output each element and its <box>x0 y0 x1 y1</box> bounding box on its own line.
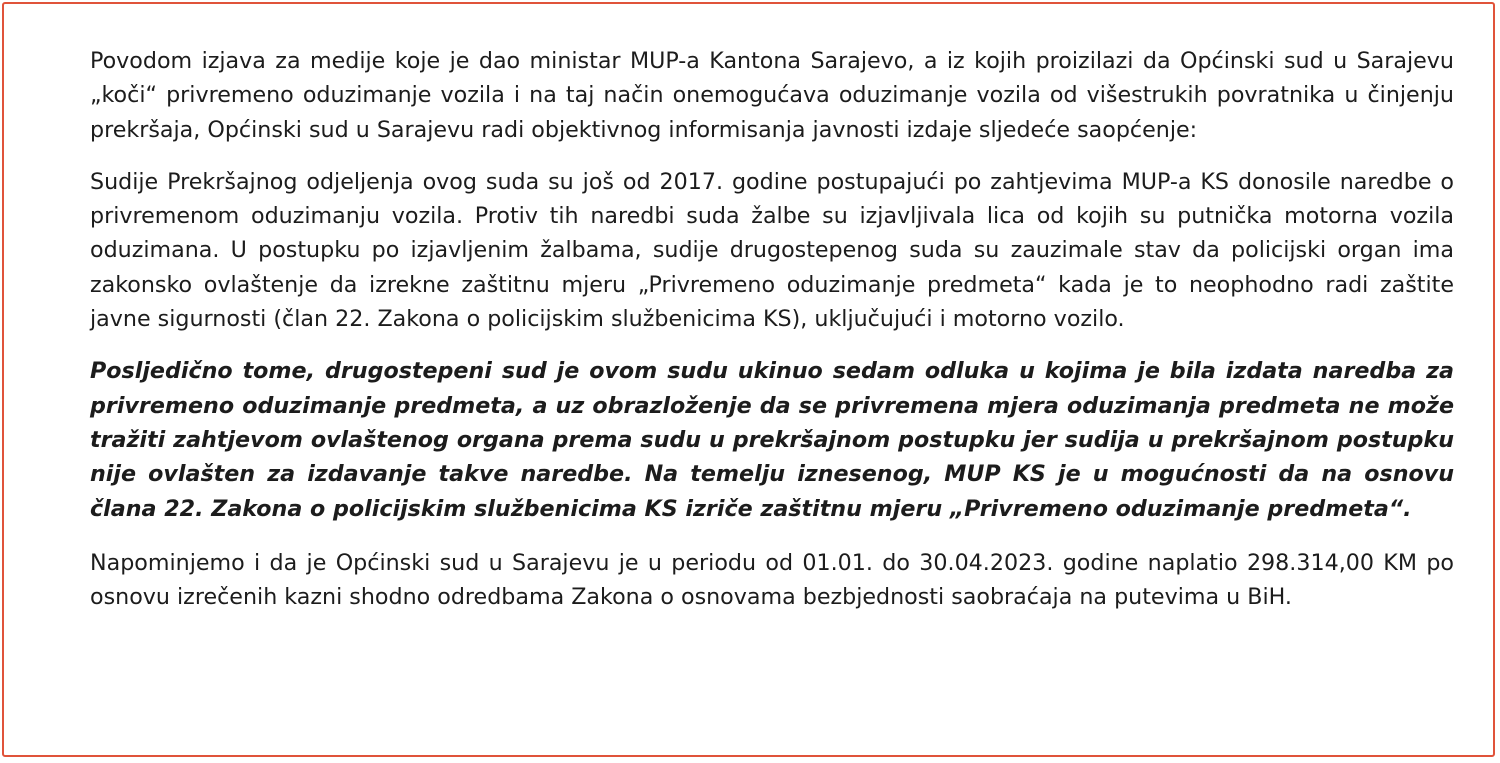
document-frame <box>2 2 1495 757</box>
emphasized-paragraph: Posljedično tome, drugostepeni sud je ovom sudu ukinuo sedam odluka u kojima je bila izdata naredba za privremeno oduzimanje predmeta, a uz obrazloženje da se privremena mjera oduzimanja predmeta ne može tražiti zahtjevom ovlaštenog organa prema sudu u prekršajnom postupku jer sudija u prekršajnom postupku nije ovlašten za izdavanje takve naredbe. Na temelju iznesenog, MUP KS je u mogućnosti da na osnovu člana 22. Zakona o policijskim službenicima KS izriče zaštitnu mjeru „Privremeno oduzimanje predmeta“. <box>90 358 1454 522</box>
document-body <box>90 44 1454 632</box>
closing-paragraph: Napominjemo i da je Općinski sud u Sarajevu je u periodu od 01.01. do 30.04.2023. godine naplatio 298.314,00 KM po osnovu izrečenih kazni shodno odredbama Zakona o osnovama bezbjednosti saobraćaja na putevima u BiH. <box>90 549 1454 611</box>
background-paragraph: Sudije Prekršajnog odjeljenja ovog suda su još od 2017. godine postupajući po zahtjevima MUP-a KS donosile naredbe o privremenom oduzimanju vozila. Protiv tih naredbi suda žalbe su izjavljivala lica od kojih su putnička motorna vozila oduzimana. U postupku po izjavljenim žalbama, sudije drugostepenog suda su zauzimale stav da policijski organ ima zakonsko ovlaštenje da izrekne zaštitnu mjeru „Privremeno oduzimanje predmeta“ kada je to neophodno radi zaštite javne sigurnosti (član 22. Zakona o policijskim službenicima KS), uključujući i motorno vozilo. <box>90 168 1454 333</box>
intro-paragraph: Povodom izjava za medije koje je dao ministar MUP-a Kantona Sarajevo, a iz kojih proizilazi da Općinski sud u Sarajevu „koči“ privremeno oduzimanje vozila i na taj način onemogućava oduzimanje vozila od višestrukih povratnika u činjenju prekršaja, Općinski sud u Sarajevu radi objektivnog informisanja javnosti izdaje sljedeće saopćenje: <box>90 48 1454 143</box>
